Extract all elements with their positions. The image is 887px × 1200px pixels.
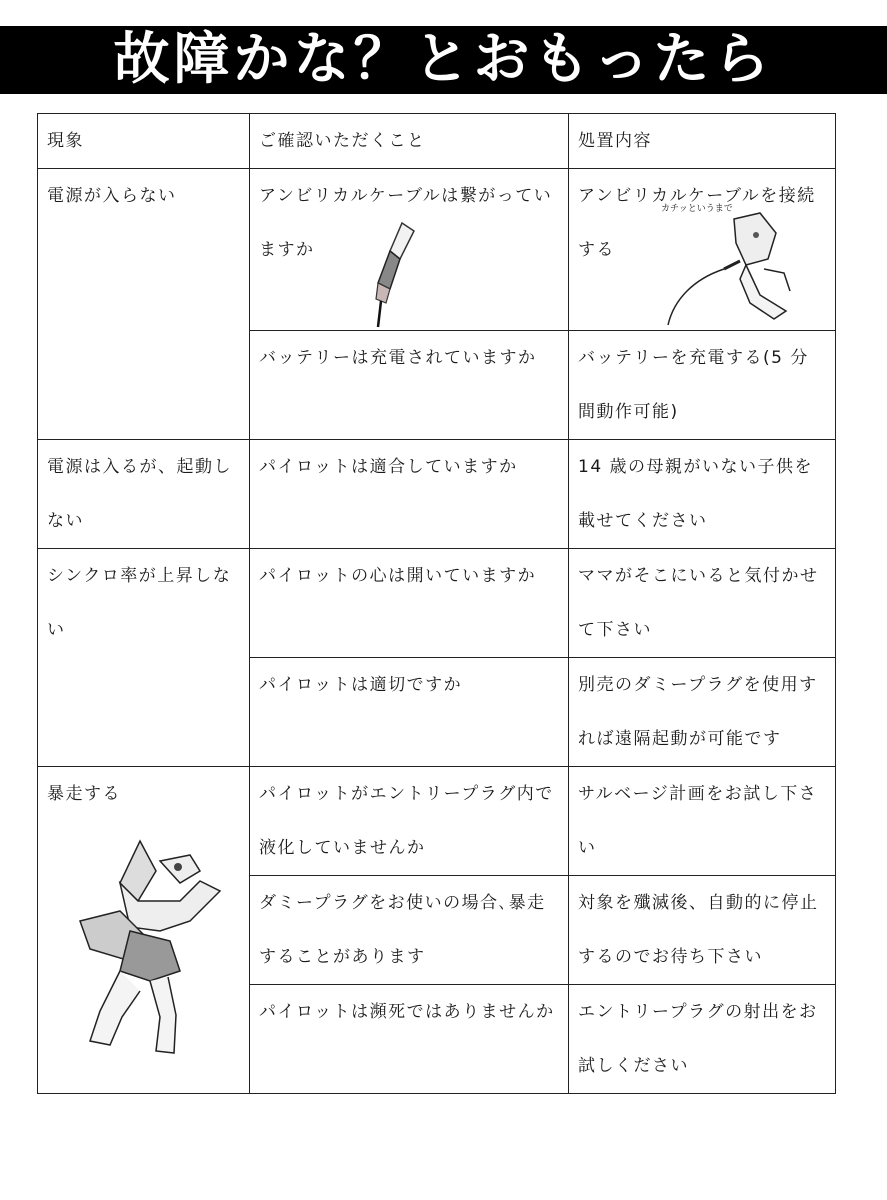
page-title: 故障かな？とおもったら [0, 26, 887, 94]
symptom-cell: 電源は入るが、起動しない [38, 440, 250, 549]
check-cell: アンビリカルケーブルは繋がっていますか [250, 169, 569, 331]
table-row [38, 169, 836, 331]
action-cell: 対象を殲滅後、自動的に停止するのでお待ち下さい [569, 876, 836, 985]
click-sound-caption: カチッというまで [661, 204, 733, 214]
action-cell: アンビリカルケーブルを接続する カチッというまで [569, 169, 836, 331]
troubleshooting-table [37, 113, 836, 1094]
header-action: 処置内容 [569, 114, 836, 169]
symptom-cell: 電源が入らない [38, 169, 250, 440]
symptom-cell: 暴走する [38, 767, 250, 1094]
symptom-cell: シンクロ率が上昇しない [38, 549, 250, 767]
check-cell: ダミープラグをお使いの場合､暴走することがあります [250, 876, 569, 985]
check-cell: パイロットの心は開いていますか [250, 549, 569, 658]
check-cell: パイロットは適切ですか [250, 658, 569, 767]
action-cell: サルベージ計画をお試し下さい [569, 767, 836, 876]
table-header-row [38, 114, 836, 169]
header-symptom: 現象 [38, 114, 250, 169]
action-cell: エントリープラグの射出をお試しください [569, 985, 836, 1094]
table-row [38, 440, 836, 549]
check-cell: パイロットがエントリープラグ内で液化していませんか [250, 767, 569, 876]
action-cell: ママがそこにいると気付かせて下さい [569, 549, 836, 658]
header-check: ご確認いただくこと [250, 114, 569, 169]
berserk-eva-illustration [60, 831, 230, 1061]
action-cell: 別売のダミープラグを使用すれば遠隔起動が可能です [569, 658, 836, 767]
check-cell: バッテリーは充電されていますか [250, 331, 569, 440]
action-cell: 14 歳の母親がいない子供を載せてください [569, 440, 836, 549]
table-row [38, 767, 836, 876]
check-cell: パイロットは適合していますか [250, 440, 569, 549]
table-row [38, 549, 836, 658]
action-cell: バッテリーを充電する(5 分間動作可能) [569, 331, 836, 440]
check-cell: パイロットは瀕死ではありませんか [250, 985, 569, 1094]
